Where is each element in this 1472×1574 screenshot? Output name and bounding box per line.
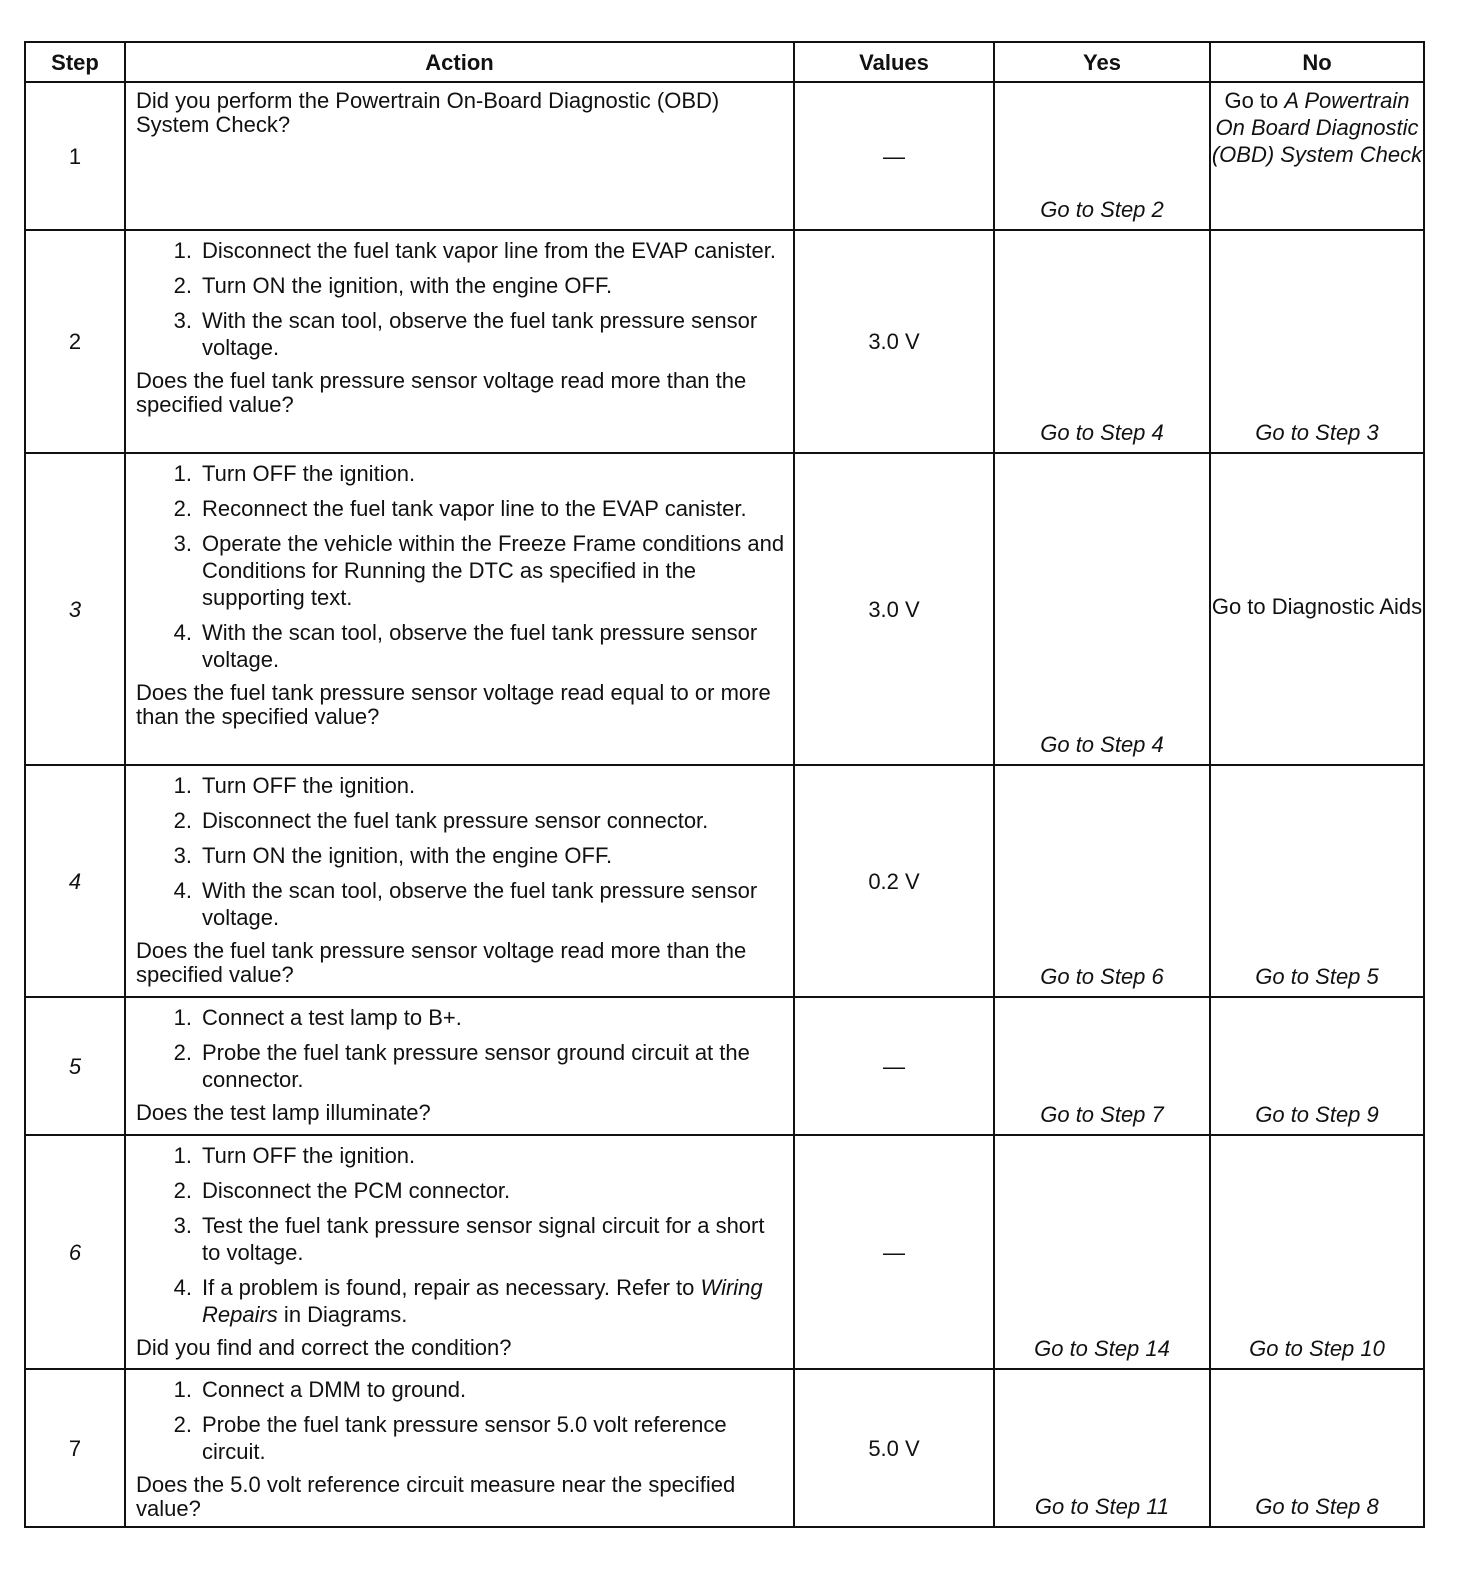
action-step — [136, 619, 785, 673]
step-text: Turn OFF the ignition. — [202, 461, 416, 486]
step-index: 2. — [173, 1040, 192, 1065]
action-question: Does the test lamp illuminate? — [136, 1100, 431, 1125]
yes-cell: Go to Step 11 — [994, 1369, 1210, 1527]
yes-cell: Go to Step 2 — [994, 82, 1210, 230]
step-text: Probe the fuel tank pressure sensor ground circuit at the connector. — [202, 1040, 750, 1092]
step-text-post: in Diagrams. — [277, 1302, 408, 1327]
step-text — [202, 1274, 785, 1328]
yes-cell: Go to Step 14 — [994, 1135, 1210, 1369]
yes-cell: Go to Step 4 — [994, 453, 1210, 765]
action-step — [136, 530, 785, 611]
action-steps — [136, 1376, 785, 1473]
table-row — [25, 82, 1424, 230]
step-text: Reconnect the fuel tank vapor line to the EVAP canister. — [202, 496, 747, 521]
action-cell — [125, 230, 794, 453]
action-steps — [136, 460, 785, 681]
step-text: Turn OFF the ignition. — [202, 773, 416, 798]
diagnostic-table — [24, 41, 1425, 1528]
value-cell: — — [794, 1135, 994, 1369]
step-text: Connect a DMM to ground. — [202, 1377, 467, 1402]
step-index: 3. — [173, 1213, 192, 1238]
step-number: 2 — [25, 230, 125, 453]
action-step — [136, 1411, 785, 1465]
no-cell: Go to Step 9 — [1210, 997, 1424, 1135]
step-index: 3. — [173, 843, 192, 868]
step-text: With the scan tool, observe the fuel tank pressure sensor voltage. — [202, 878, 758, 930]
action-steps — [136, 772, 785, 939]
step-text: Probe the fuel tank pressure sensor 5.0 volt reference circuit. — [202, 1412, 727, 1464]
value-cell: 3.0 V — [794, 230, 994, 453]
no-cell: Go to Step 3 — [1210, 230, 1424, 453]
table-row — [25, 765, 1424, 997]
action-question: Did you find and correct the condition? — [136, 1335, 512, 1360]
no-cell — [1210, 82, 1424, 230]
table-row — [25, 997, 1424, 1135]
step-index: 4. — [173, 878, 192, 903]
action-content — [136, 772, 785, 987]
action-content — [136, 1142, 785, 1360]
action-cell — [125, 1135, 794, 1369]
value-cell: — — [794, 997, 994, 1135]
table-row — [25, 453, 1424, 765]
action-step — [136, 1376, 785, 1403]
step-number: 4 — [25, 765, 125, 997]
step-index: 2. — [173, 273, 192, 298]
step-index: 2. — [173, 1412, 192, 1437]
action-cell — [125, 1369, 794, 1527]
action-cell — [125, 453, 794, 765]
action-step — [136, 1212, 785, 1266]
step-index: 1. — [173, 1377, 192, 1402]
action-content — [136, 460, 785, 729]
table-row — [25, 230, 1424, 453]
action-step — [136, 1274, 785, 1328]
action-steps — [136, 1142, 785, 1336]
action-step — [136, 1004, 785, 1031]
step-index: 1. — [173, 461, 192, 486]
table-row — [25, 1369, 1424, 1527]
action-question: Did you perform the Powertrain On-Board Diagnostic (OBD) System Check? — [136, 88, 720, 137]
action-step — [136, 272, 785, 299]
header-values: Values — [794, 42, 994, 82]
yes-cell: Go to Step 6 — [994, 765, 1210, 997]
obd-system-check-link: A Powertrain On Board Diagnostic (OBD) System Check — [1211, 88, 1423, 167]
action-step — [136, 495, 785, 522]
wiring-repairs-link[interactable]: Wiring Repairs — [202, 1275, 763, 1327]
action-steps — [136, 237, 785, 369]
step-text: Test the fuel tank pressure sensor signal circuit for a short to voltage. — [202, 1213, 765, 1265]
action-question: Does the fuel tank pressure sensor voltage read more than the specified value? — [136, 368, 747, 417]
action-steps — [136, 1004, 785, 1101]
table-body — [25, 82, 1424, 1527]
step-text-pre: If a problem is found, repair as necessary. Refer to — [202, 1275, 701, 1300]
step-index: 1. — [173, 1005, 192, 1030]
step-text: Turn ON the ignition, with the engine OFF. — [202, 273, 613, 298]
step-text: Disconnect the PCM connector. — [202, 1178, 511, 1203]
action-content — [136, 1376, 785, 1521]
step-text: With the scan tool, observe the fuel tank pressure sensor voltage. — [202, 620, 758, 672]
step-text: With the scan tool, observe the fuel tank pressure sensor voltage. — [202, 308, 758, 360]
action-content — [136, 237, 785, 417]
yes-cell: Go to Step 4 — [994, 230, 1210, 453]
action-question: Does the 5.0 volt reference circuit measure near the specified value? — [136, 1472, 736, 1521]
no-cell: Go to Diagnostic Aids — [1210, 453, 1424, 765]
step-text: Turn ON the ignition, with the engine OFF. — [202, 843, 613, 868]
step-index: 1. — [173, 238, 192, 263]
action-cell — [125, 765, 794, 997]
action-step — [136, 807, 785, 834]
value-cell: — — [794, 82, 994, 230]
step-index: 3. — [173, 308, 192, 333]
step-index: 2. — [173, 1178, 192, 1203]
action-step — [136, 1039, 785, 1093]
step-index: 4. — [173, 1275, 192, 1300]
action-content — [136, 1004, 785, 1125]
value-cell: 5.0 V — [794, 1369, 994, 1527]
step-index: 2. — [173, 496, 192, 521]
step-number: 5 — [25, 997, 125, 1135]
table-row — [25, 1135, 1424, 1369]
step-index: 1. — [173, 773, 192, 798]
step-text: Connect a test lamp to B+. — [202, 1005, 462, 1030]
header-step: Step — [25, 42, 125, 82]
header-action: Action — [125, 42, 794, 82]
action-step — [136, 1142, 785, 1169]
action-step — [136, 842, 785, 869]
step-text: Turn OFF the ignition. — [202, 1143, 416, 1168]
step-number: 6 — [25, 1135, 125, 1369]
yes-cell: Go to Step 7 — [994, 997, 1210, 1135]
no-cell: Go to Step 10 — [1210, 1135, 1424, 1369]
action-cell — [125, 997, 794, 1135]
step-index: 4. — [173, 620, 192, 645]
action-step — [136, 460, 785, 487]
header-yes: Yes — [994, 42, 1210, 82]
action-question: Does the fuel tank pressure sensor voltage read more than the specified value? — [136, 938, 747, 987]
action-step — [136, 1177, 785, 1204]
value-cell: 3.0 V — [794, 453, 994, 765]
header-no: No — [1210, 42, 1424, 82]
action-question: Does the fuel tank pressure sensor voltage read equal to or more than the specified value? — [136, 680, 771, 729]
step-number: 3 — [25, 453, 125, 765]
step-number: 7 — [25, 1369, 125, 1527]
action-cell — [125, 82, 794, 230]
action-step — [136, 237, 785, 264]
step-text: Disconnect the fuel tank pressure sensor connector. — [202, 808, 709, 833]
step-text: Operate the vehicle within the Freeze Frame conditions and Conditions for Running the DTC as specified in the supporting text. — [202, 531, 785, 610]
step-text: Disconnect the fuel tank vapor line from the EVAP canister. — [202, 238, 776, 263]
value-cell: 0.2 V — [794, 765, 994, 997]
step-index: 3. — [173, 531, 192, 556]
action-content — [136, 89, 785, 137]
header-row — [25, 42, 1424, 82]
action-step — [136, 307, 785, 361]
action-step — [136, 877, 785, 931]
action-step — [136, 772, 785, 799]
no-cell: Go to Step 8 — [1210, 1369, 1424, 1527]
no-cell: Go to Step 5 — [1210, 765, 1424, 997]
no-prefix: Go to — [1224, 88, 1279, 113]
step-number: 1 — [25, 82, 125, 230]
step-index: 1. — [173, 1143, 192, 1168]
step-index: 2. — [173, 808, 192, 833]
